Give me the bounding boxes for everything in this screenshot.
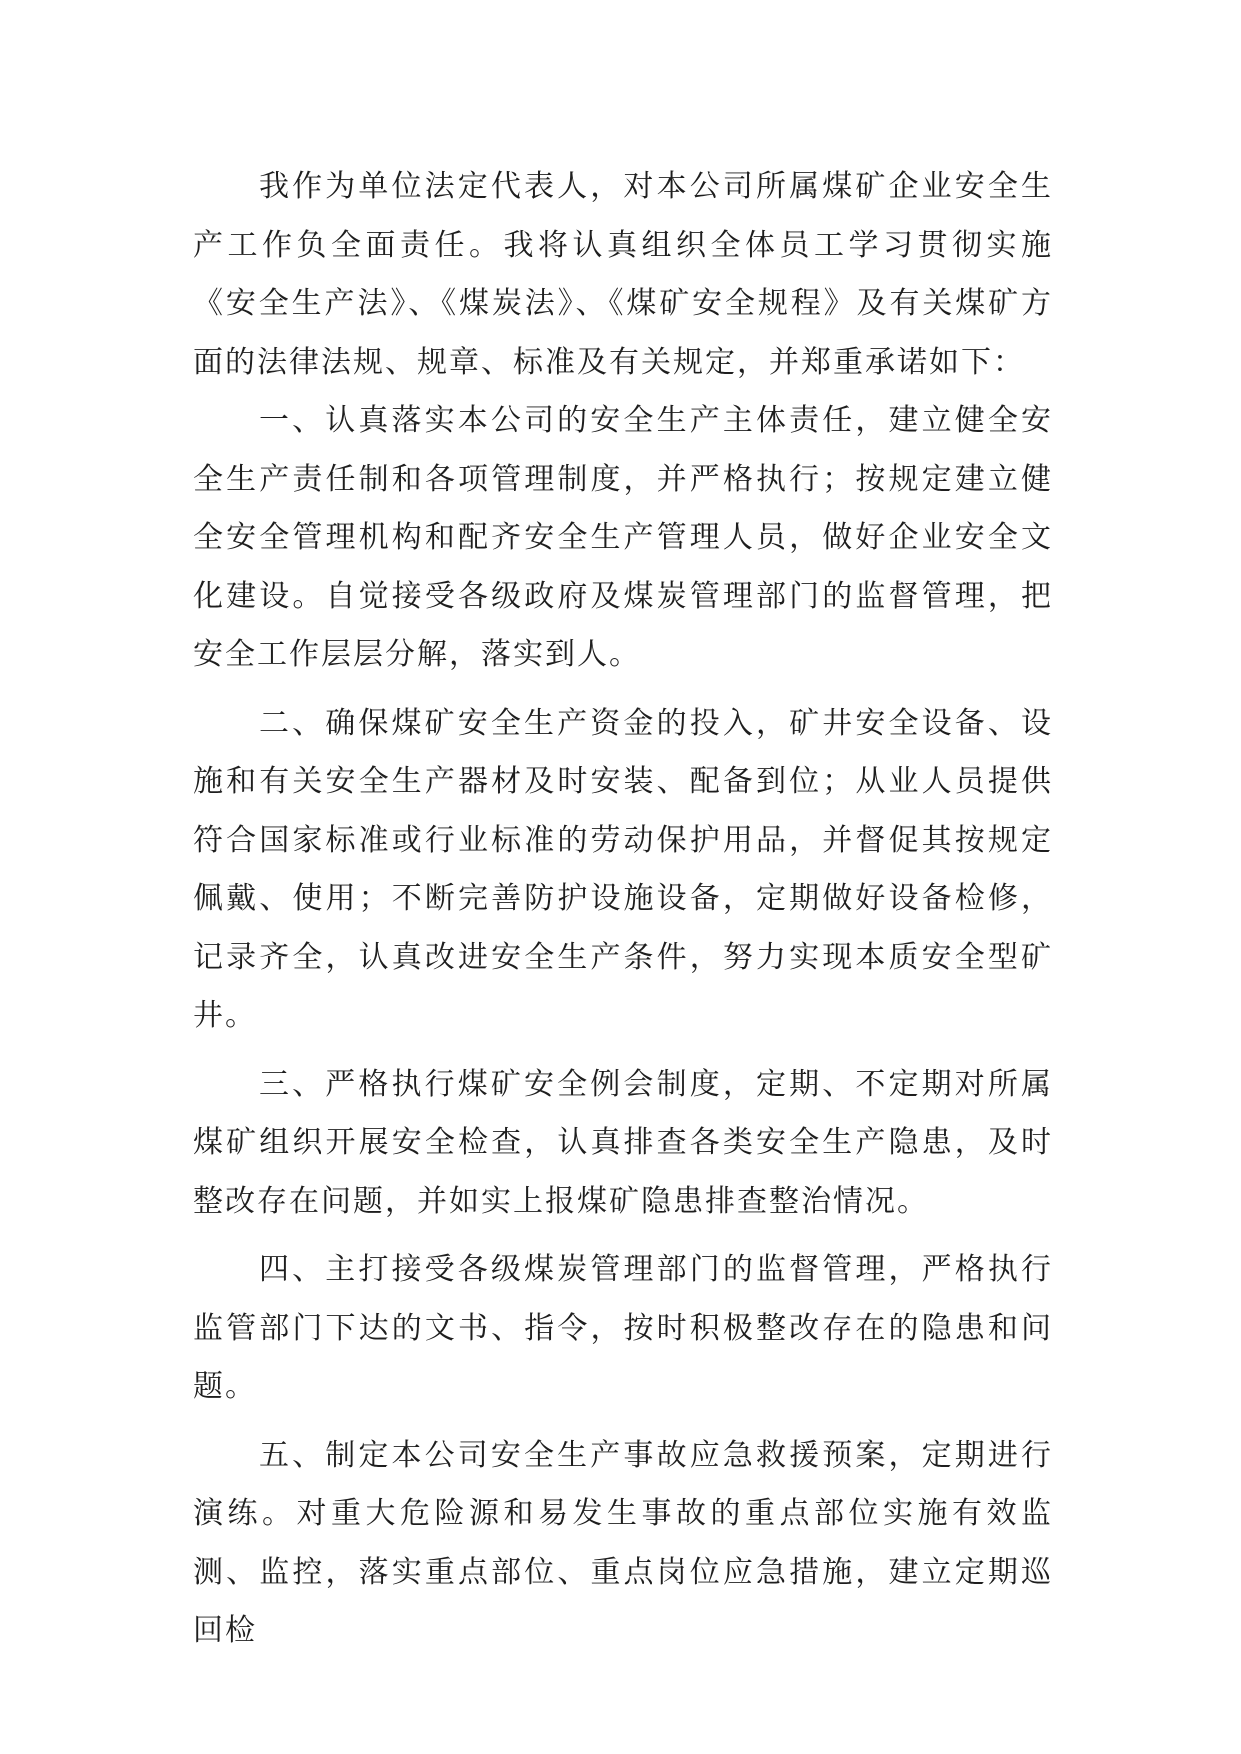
commitment-item-5: 五、制定本公司安全生产事故应急救援预案，定期进行演练。对重大危险源和易发生事故的重点部位实施有效监测、监控，落实重点部位、重点岗位应急措施，建立定期巡回检	[193, 1437, 1053, 1648]
commitment-item-4: 四、主打接受各级煤炭管理部门的监督管理，严格执行监管部门下达的文书、指令，按时积极整改存在的隐患和问题。	[193, 1252, 1053, 1404]
intro-paragraph: 我作为单位法定代表人，对本公司所属煤矿企业安全生产工作负全面责任。我将认真组织全体员工学习贯彻实施《安全生产法》、《煤炭法》、《煤矿安全规程》及有关煤矿方面的法律法规、规章、标准及有关规定，并郑重承诺如下：	[193, 169, 1053, 380]
document-body	[193, 158, 1053, 1661]
commitment-item-1: 一、认真落实本公司的安全生产主体责任，建立健全安全生产责任制和各项管理制度，并严格执行；按规定建立健全安全管理机构和配齐安全生产管理人员，做好企业安全文化建设。自觉接受各级政府及煤炭管理部门的监督管理，把安全工作层层分解，落实到人。	[193, 403, 1053, 672]
commitment-item-3: 三、严格执行煤矿安全例会制度，定期、不定期对所属煤矿组织开展安全检查，认真排查各类安全生产隐患，及时整改存在问题，并如实上报煤矿隐患排查整治情况。	[193, 1066, 1053, 1219]
commitment-item-2: 二、确保煤矿安全生产资金的投入，矿井安全设备、设施和有关安全生产器材及时安装、配备到位；从业人员提供符合国家标准或行业标准的劳动保护用品，并督促其按规定佩戴、使用；不断完善防护设施设备，定期做好设备检修，记录齐全，认真改进安全生产条件，努力实现本质安全型矿井。	[193, 705, 1053, 1033]
